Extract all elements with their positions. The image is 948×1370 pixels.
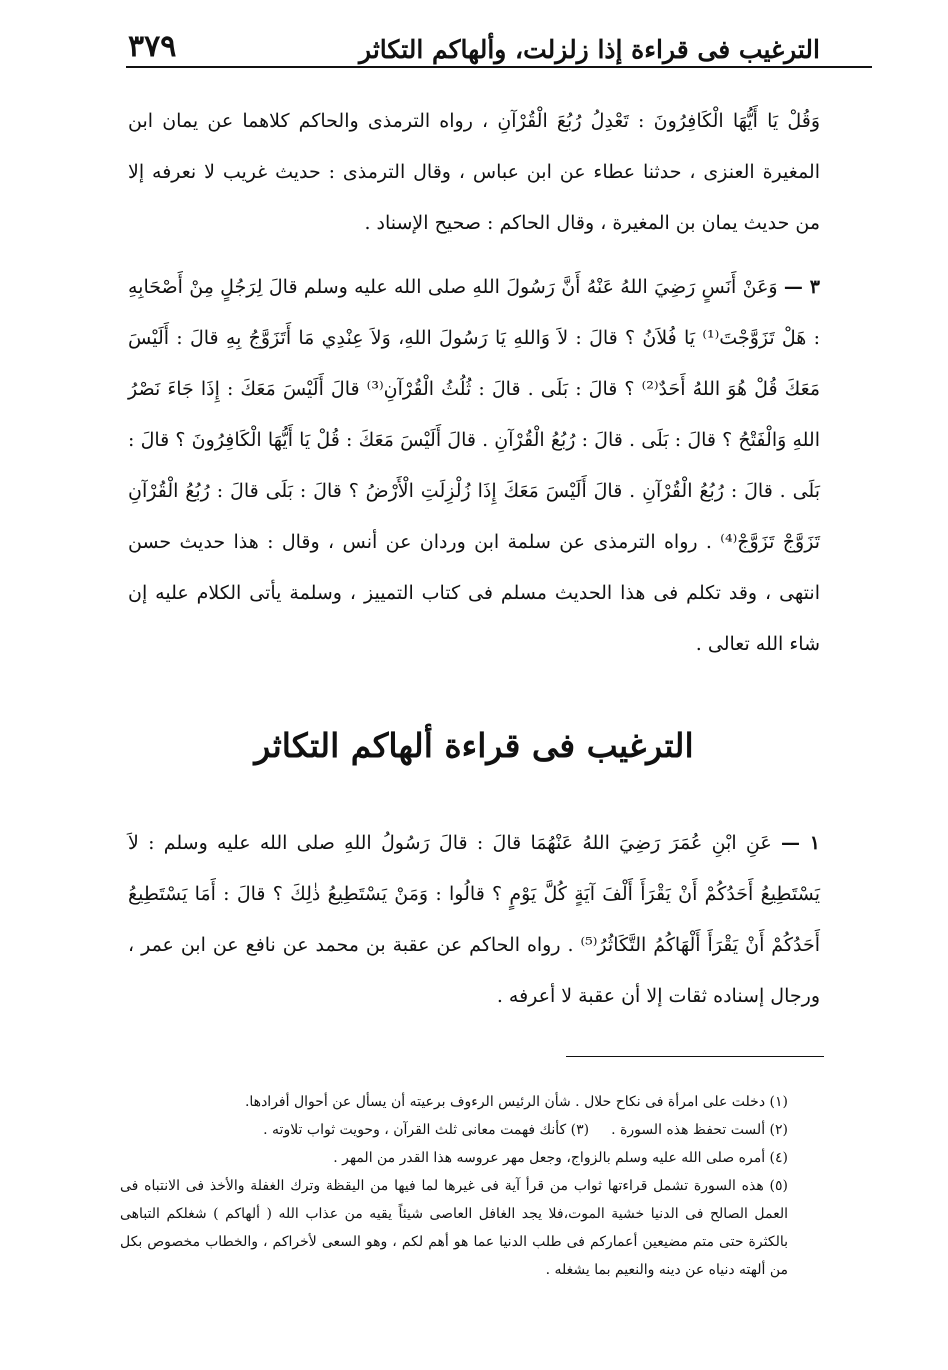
- hadith-number: ٣ —: [783, 276, 820, 298]
- hadith-paragraph-1: [128, 818, 820, 1022]
- hadith-number: ١ —: [780, 832, 820, 854]
- footnote-1: (١) دخلت على امرأة فى نكاح حلال . شأن الرئيس الرءوف برعيته أن يسأل عن أحوال أفرادها.: [244, 1094, 788, 1110]
- hadith-text: عَنِ ابْنِ عُمَرَ رَضِيَ اللهُ عَنْهُمَا قالَ : قالَ رَسُولُ اللهِ صلى الله عليه وسلم : لاَ يَسْتَطِيعُ أَحَدُكُمْ أَنْ يَقْرَأَ أَلْفَ آيَةٍ كُلَّ يَوْمٍ ؟ قالُوا : وَمَنْ يَسْتَطِيعُ ذٰلِكَ ؟ قالَ : أَمَا يَسْتَطِيعُ أَحَدُكُمْ أَنْ يَقْرَأَ أَلْهَاكُمُ التَّكَاثُرُ⁽⁵⁾ . رواه الحاكم عن عقبة بن محمد عن نافع عن ابن عمر ، ورجال إسناده ثقات إلا أن عقبة لا أعرفه .: [128, 832, 820, 1007]
- footnote-divider: [566, 1056, 824, 1057]
- paragraph-text: [128, 262, 820, 670]
- footnotes: [120, 1088, 828, 1284]
- page-number: ٣٧٩: [128, 29, 177, 64]
- section-heading: الترغيب فى قراءة ألهاكم التكاثر: [254, 726, 694, 765]
- paragraph-continuation: [128, 96, 820, 249]
- page-header: [128, 18, 820, 64]
- paragraph-text: وَقُلْ يَا أَيُّهَا الْكَافِرُونَ : تَعْدِلُ رُبُعَ الْقُرْآنِ ، رواه الترمذى والحاكم كلاهما عن يمان ابن المغيرة العنزى ، حدثنا عطاء عن ابن عباس ، وقال الترمذى : حديث غريب لا نعرفه إلا من حديث يمان بن المغيرة ، وقال الحاكم : صحيح الإسناد .: [128, 110, 820, 234]
- header-divider: [126, 66, 872, 68]
- footnote-3: (٣) كأنك فهمت معانى ثلث القرآن ، وحويت ثواب تلاوته .: [263, 1122, 590, 1138]
- footnote-2: (٢) ألست تحفظ هذه السورة .: [611, 1122, 788, 1138]
- paragraph-text: [128, 818, 820, 1022]
- footnote-4: (٤) أمره صلى الله عليه وسلم بالزواج، وجعل مهر عروسه هذا القدر من المهر .: [333, 1150, 788, 1166]
- footnote-row-2-3: [120, 1116, 828, 1144]
- footnote-5: (٥) هذه السورة تشمل قراءتها ثواب من قرأ آية فى غيرها لما فيها من اليقظة وترك الغفلة والأخذ فى الانتباه فى العمل الصالح فى الدنيا خشية الموت،فلا يجد الغافل العاصى شيئاً يقيه من عذاب الله ( ألهاكم ) شغلكم التباهى بالكثرة حتى متم مضيعين أعماركم فى طلب الدنيا عما هو أهم لكم ، وهو السعى لأخراكم ، والخطاب مخصوص بكل من ألهته دنياه عن دينه والنعيم بما يشغله .: [120, 1178, 788, 1278]
- hadith-paragraph-3: [128, 262, 820, 670]
- hadith-text: وَعَنْ أَنَسٍ رَضِيَ اللهُ عَنْهُ أَنَّ رَسُولَ اللهِ صلى الله عليه وسلم قالَ لِرَجُلٍ مِنْ أَصْحَابِهِ : هَلْ تَزَوَّجْتَ⁽¹⁾ يَا فُلاَنُ ؟ قالَ : لاَ وَاللهِ يَا رَسُولَ اللهِ، وَلاَ عِنْدِي مَا أَتَزَوَّجُ بِهِ قالَ : أَلَيْسَ مَعَكَ قُلْ هُوَ اللهُ أَحَدٌ⁽²⁾ ؟ قالَ : بَلَى . قالَ : ثُلُثُ الْقُرْآنِ⁽³⁾ قالَ أَلَيْسَ مَعَكَ : إِذَا جَاءَ نَصْرُ اللهِ وَالْفَتْحُ ؟ قالَ : بَلَى . قالَ : رُبُعُ الْقُرْآنِ . قالَ أَلَيْسَ مَعَكَ : قُلْ يَا أَيُّهَا الْكَافِرُونَ ؟ قالَ : بَلَى . قالَ : رُبُعُ الْقُرْآنِ . قالَ أَلَيْسَ مَعَكَ إِذَا زُلْزِلَتِ الْأَرْضُ ؟ قالَ : بَلَى قالَ : رُبُعُ الْقُرْآنِ تَزَوَّجْ تَزَوَّجْ⁽⁴⁾ . رواه الترمذى عن سلمة ابن وردان عن أنس ، وقال : هذا حديث حسن انتهى ، وقد تكلم فى هذا الحديث مسلم فى كتاب التمييز ، وسلمة يأتى الكلام عليه إن شاء الله تعالى .: [128, 276, 821, 655]
- running-title: الترغيب فى قراءة إذا زلزلت، وألهاكم التكاثر: [359, 35, 820, 64]
